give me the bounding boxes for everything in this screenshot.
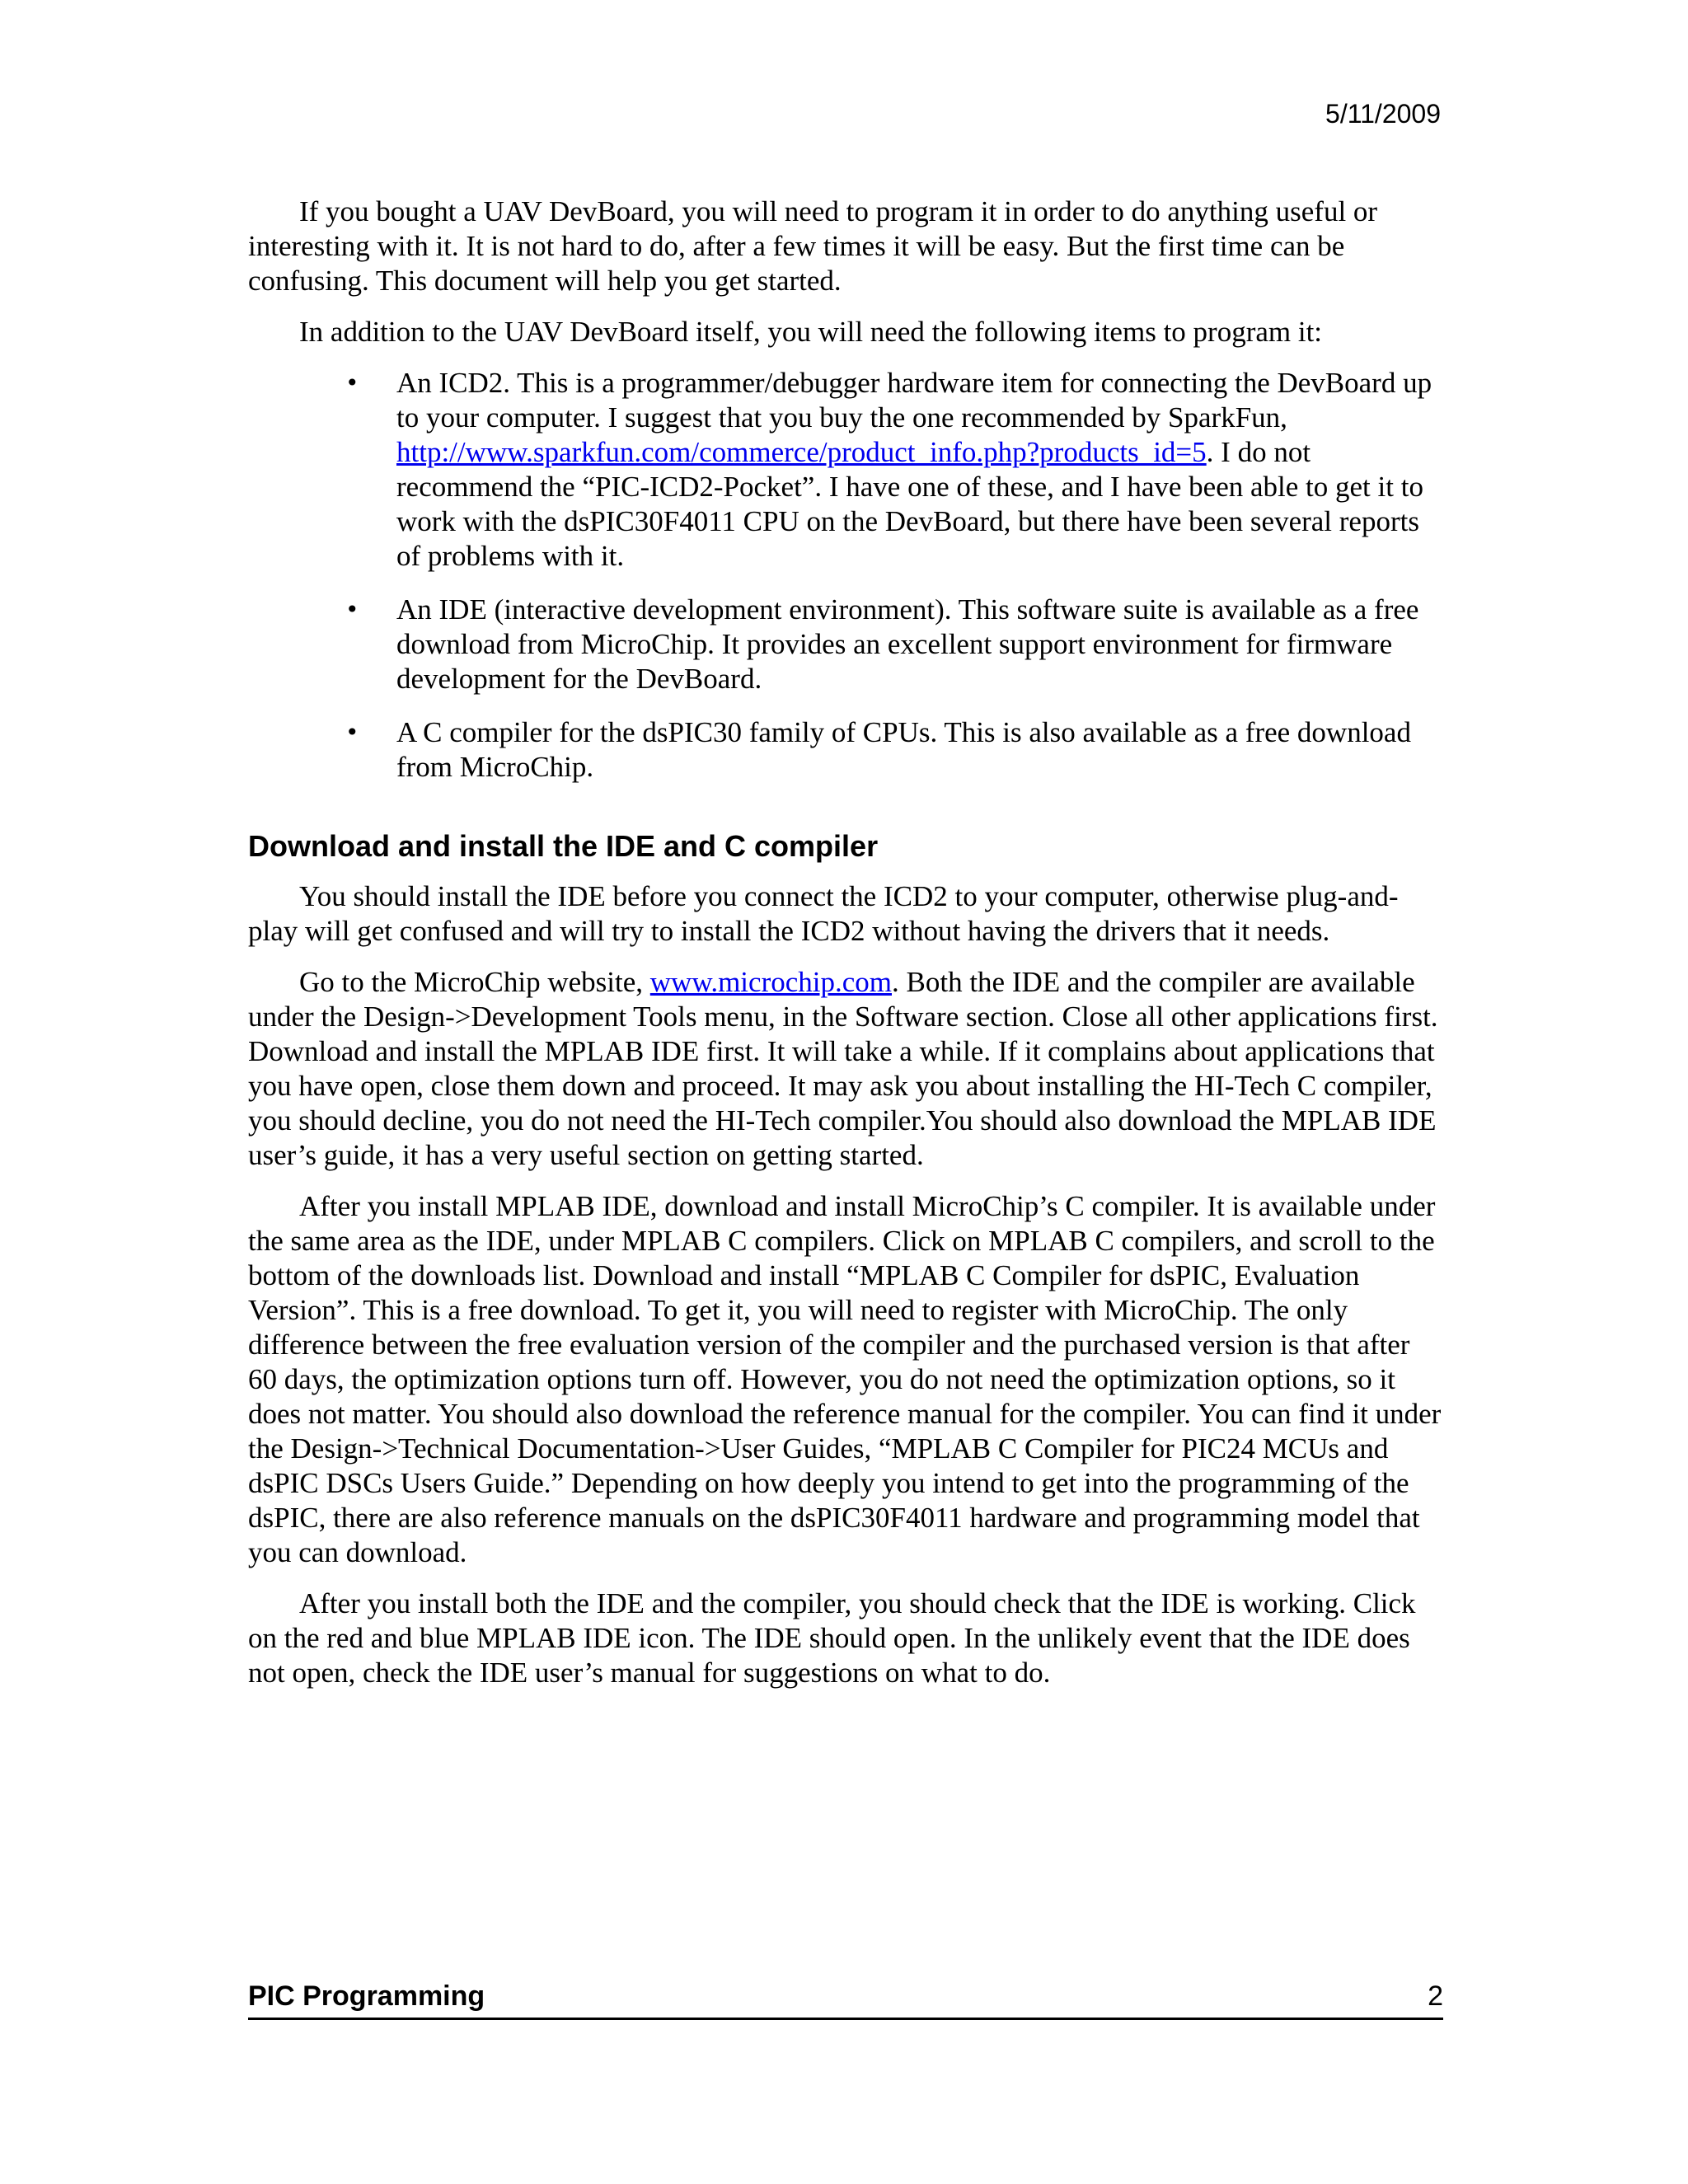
sparkfun-link[interactable]: http://www.sparkfun.com/commerce/product_info.php?products_id=5 <box>396 436 1207 468</box>
section-paragraph-2 <box>248 965 1443 1173</box>
intro-paragraph-1: If you bought a UAV DevBoard, you will need to program it in order to do anything useful or interesting with it. It is not hard to do, after a few times it will be easy. But the first time can be confusing. This document will help you get started. <box>248 195 1378 297</box>
section-paragraph-1: You should install the IDE before you connect the ICD2 to your computer, otherwise plug-and-play will get confused and will try to install the ICD2 without having the drivers that it needs. <box>248 880 1399 947</box>
bullet-icon: • <box>345 369 359 396</box>
section-paragraph-3: After you install MPLAB IDE, download and install MicroChip’s C compiler. It is available under the same area as the IDE, under MPLAB C compilers. Click on MPLAB C compilers, and scroll to the bottom of the downloads list. Download and install “MPLAB C Compiler for dsPIC, Evaluation Version”. This is a free download. To get it, you will need to register with MicroChip. The only difference between the free evaluation version of the compiler and the purchased version is that after 60 days, the optimization options turn off. However, you do not need the optimization options, so it does not matter. You should also download the reference manual for the compiler. You can find it under the Design->Technical Documentation->User Guides, “MPLAB C Compiler for PIC24 MCUs and dsPIC DSCs Users Guide.” Depending on how deeply you intend to get into the programming of the dsPIC, there are also reference manuals on the dsPIC30F4011 hardware and programming model that you can download. <box>248 1190 1442 1568</box>
ide-text: An IDE (interactive development environment). This software suite is available as a free download from MicroChip. It provides an excellent support environment for firmware development for the DevBoard. <box>396 593 1419 695</box>
icd2-text-after: . I do not recommend the “PIC-ICD2-Pocket”. I have one of these, and I have been able to get it to work with the dsPIC30F4011 CPU on the DevBoard, but there have been several reports of problems with it. <box>396 436 1423 572</box>
intro-paragraph-2: In addition to the UAV DevBoard itself, you will need the following items to program it: <box>299 316 1323 348</box>
list-item-icd2 <box>345 366 1443 574</box>
section-paragraph-4: After you install both the IDE and the compiler, you should check that the IDE is working. Click on the red and blue MPLAB IDE icon. The IDE should open. In the unlikely event that the IDE does not open, check the IDE user’s manual for suggestions on what to do. <box>248 1587 1416 1689</box>
requirements-list <box>248 366 1443 785</box>
compiler-text: A C compiler for the dsPIC30 family of CPUs. This is also available as a free download from MicroChip. <box>396 716 1411 783</box>
bullet-icon: • <box>345 719 359 746</box>
p2-text-before: Go to the MicroChip website, <box>299 966 650 998</box>
footer-title: PIC Programming <box>248 1980 485 2012</box>
bullet-icon: • <box>345 596 359 623</box>
p2-text-after: . Both the IDE and the compiler are available under the Design->Development Tools menu, in the Software section. Close all other applications first. Download and install the MPLAB IDE first. It will take a while. If it complains about applications that you have open, close them down and proceed. It may ask you about installing the HI-Tech C compiler, you should decline, you do not need the HI-Tech compiler.You should also download the MPLAB IDE user’s guide, it has a very useful section on getting started. <box>248 966 1438 1171</box>
section-heading: Download and install the IDE and C compiler <box>248 829 879 863</box>
document-body <box>248 194 1443 1707</box>
microchip-link[interactable]: www.microchip.com <box>649 966 892 998</box>
list-item-compiler <box>345 715 1443 785</box>
page-number: 2 <box>1428 1980 1443 2012</box>
page-footer <box>248 1978 1443 2020</box>
header-date: 5/11/2009 <box>1325 99 1441 129</box>
icd2-text-before: An ICD2. This is a programmer/debugger hardware item for connecting the DevBoard up to your computer. I suggest that you buy the one recommended by SparkFun, <box>396 367 1432 434</box>
list-item-ide <box>345 593 1443 696</box>
